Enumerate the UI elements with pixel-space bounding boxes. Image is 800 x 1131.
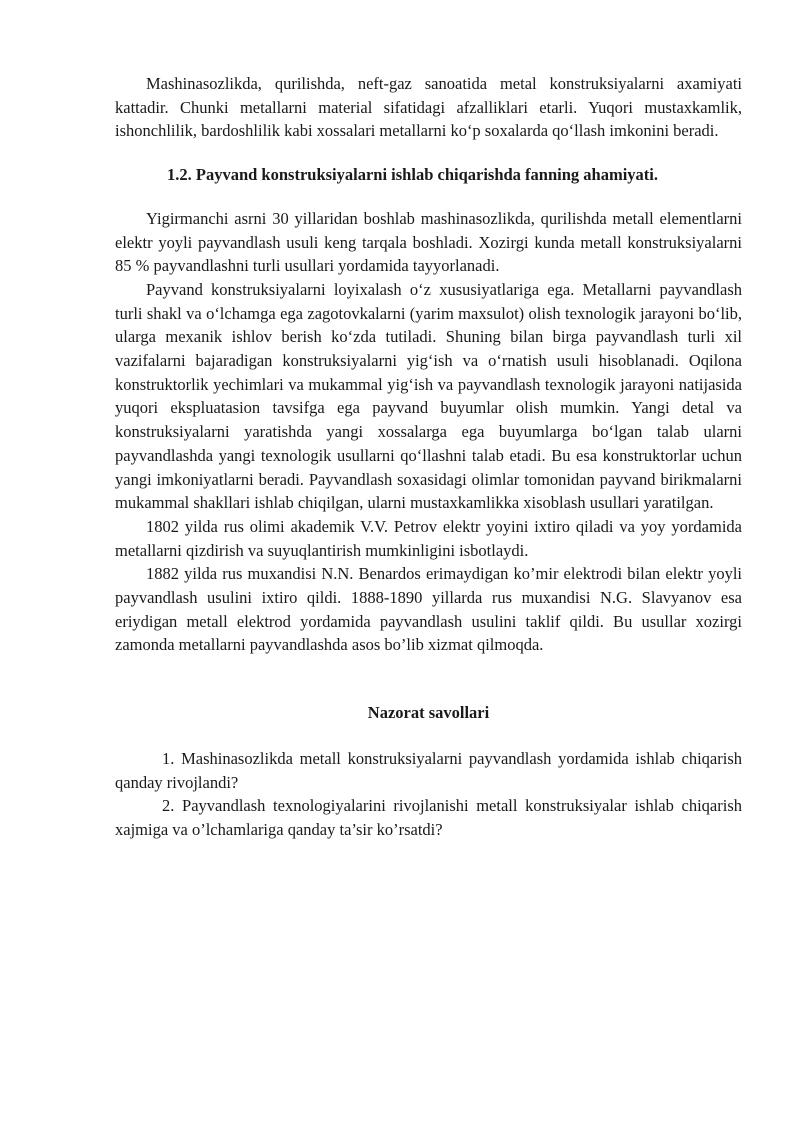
intro-paragraph: Mashinasozlikda, qurilishda, neft-gaz sanoatida metal konstruksiyalarni axamiyati kattadir. Chunki metallarni material sifatidagi afzalliklari etarli. Yuqori mustaxkamlik, ishonchlilik, bardoshlilik kabi xossalari metallarni ko‘p soxalarda qo‘llash imkonini beradi. [115,74,742,141]
body-paragraph: 1882 yilda rus muxandisi N.N. Benardos erimaydigan ko’mir elektrodi bilan elektr yoyli payvandlash usulini ixtiro qildi. 1888-1890 yillarda rus muxandisi N.G. Slavyanov esa eriydigan metall elektrod yordamida payvandlash usulini taklif qildi. Bu usullar xozirgi zamonda metallarni payvandlashda asos bo’lib xizmat qilmoqda. [115,564,742,655]
questions-heading: Nazorat savollari [367,703,490,723]
section-heading: 1.2. Payvand konstruksiyalarni ishlab chiqarishda fanning ahamiyati. [167,165,659,185]
body-paragraph: Payvand konstruksiyalarni loyixalash o‘z xususiyatlariga ega. Metallarni payvandlash turli shakl va o‘lchamga ega zagotovkalarni (yarim maxsulot) olish texnologik jarayoni bo‘lib, ularga mexanik ishlov berish ko‘zda tutiladi. Shuning bilan birga payvandlash turli xil vazifalarni bajaradigan konstruksiyalarni yig‘ish va o‘rnatish usuli hisoblanadi. Oqilona konstruktorlik yechimlari va mukammal yig‘ish va payvandlash texnologik jarayoni natijasida yuqori ekspluatasion tavsifga ega payvand buyumlar olish mumkin. Yangi detal va konstruksiyalarni yaratishda yangi xossalarga ega buyumlarga bo‘lgan talab ularni payvandlashda yangi texnologik usullarni qo‘llashni talab etadi. Bu esa konstruktorlar uchun yangi imkoniyatlarni beradi. Payvandlash soxasidagi olimlar tomonidan payvand birikmalarni mukammal shakllari ishlab chiqilgan, ularni mustaxkamlikka xisoblash usullari yaratilgan. [115,279,742,513]
question-item: 2. Payvandlash texnologiyalarini rivojlanishi metall konstruksiyalar ishlab chiqarish xajmiga va o’lchamlariga qanday ta’sir ko’rsatdi? [115,796,742,839]
body-paragraph: Yigirmanchi asrni 30 yillaridan boshlab mashinasozlikda, qurilishda metall elementlarni elektr yoyli payvandlash usuli keng tarqala boshladi. Xozirgi kunda metall konstruksiyalarni 85 % payvandlashni turli usullari yordamida tayyorlanadi. [115,208,742,276]
body-paragraph: 1802 yilda rus olimi akademik V.V. Petrov elektr yoyini ixtiro qiladi va yoy yordamida metallarni qizdirish va suyuqlantirish mumkinligini isbotlaydi. [115,516,742,560]
question-item: 1. Mashinasozlikda metall konstruksiyalarni payvandlash yordamida ishlab chiqarish qanday rivojlandi? [115,748,742,792]
page-content [115,72,742,842]
